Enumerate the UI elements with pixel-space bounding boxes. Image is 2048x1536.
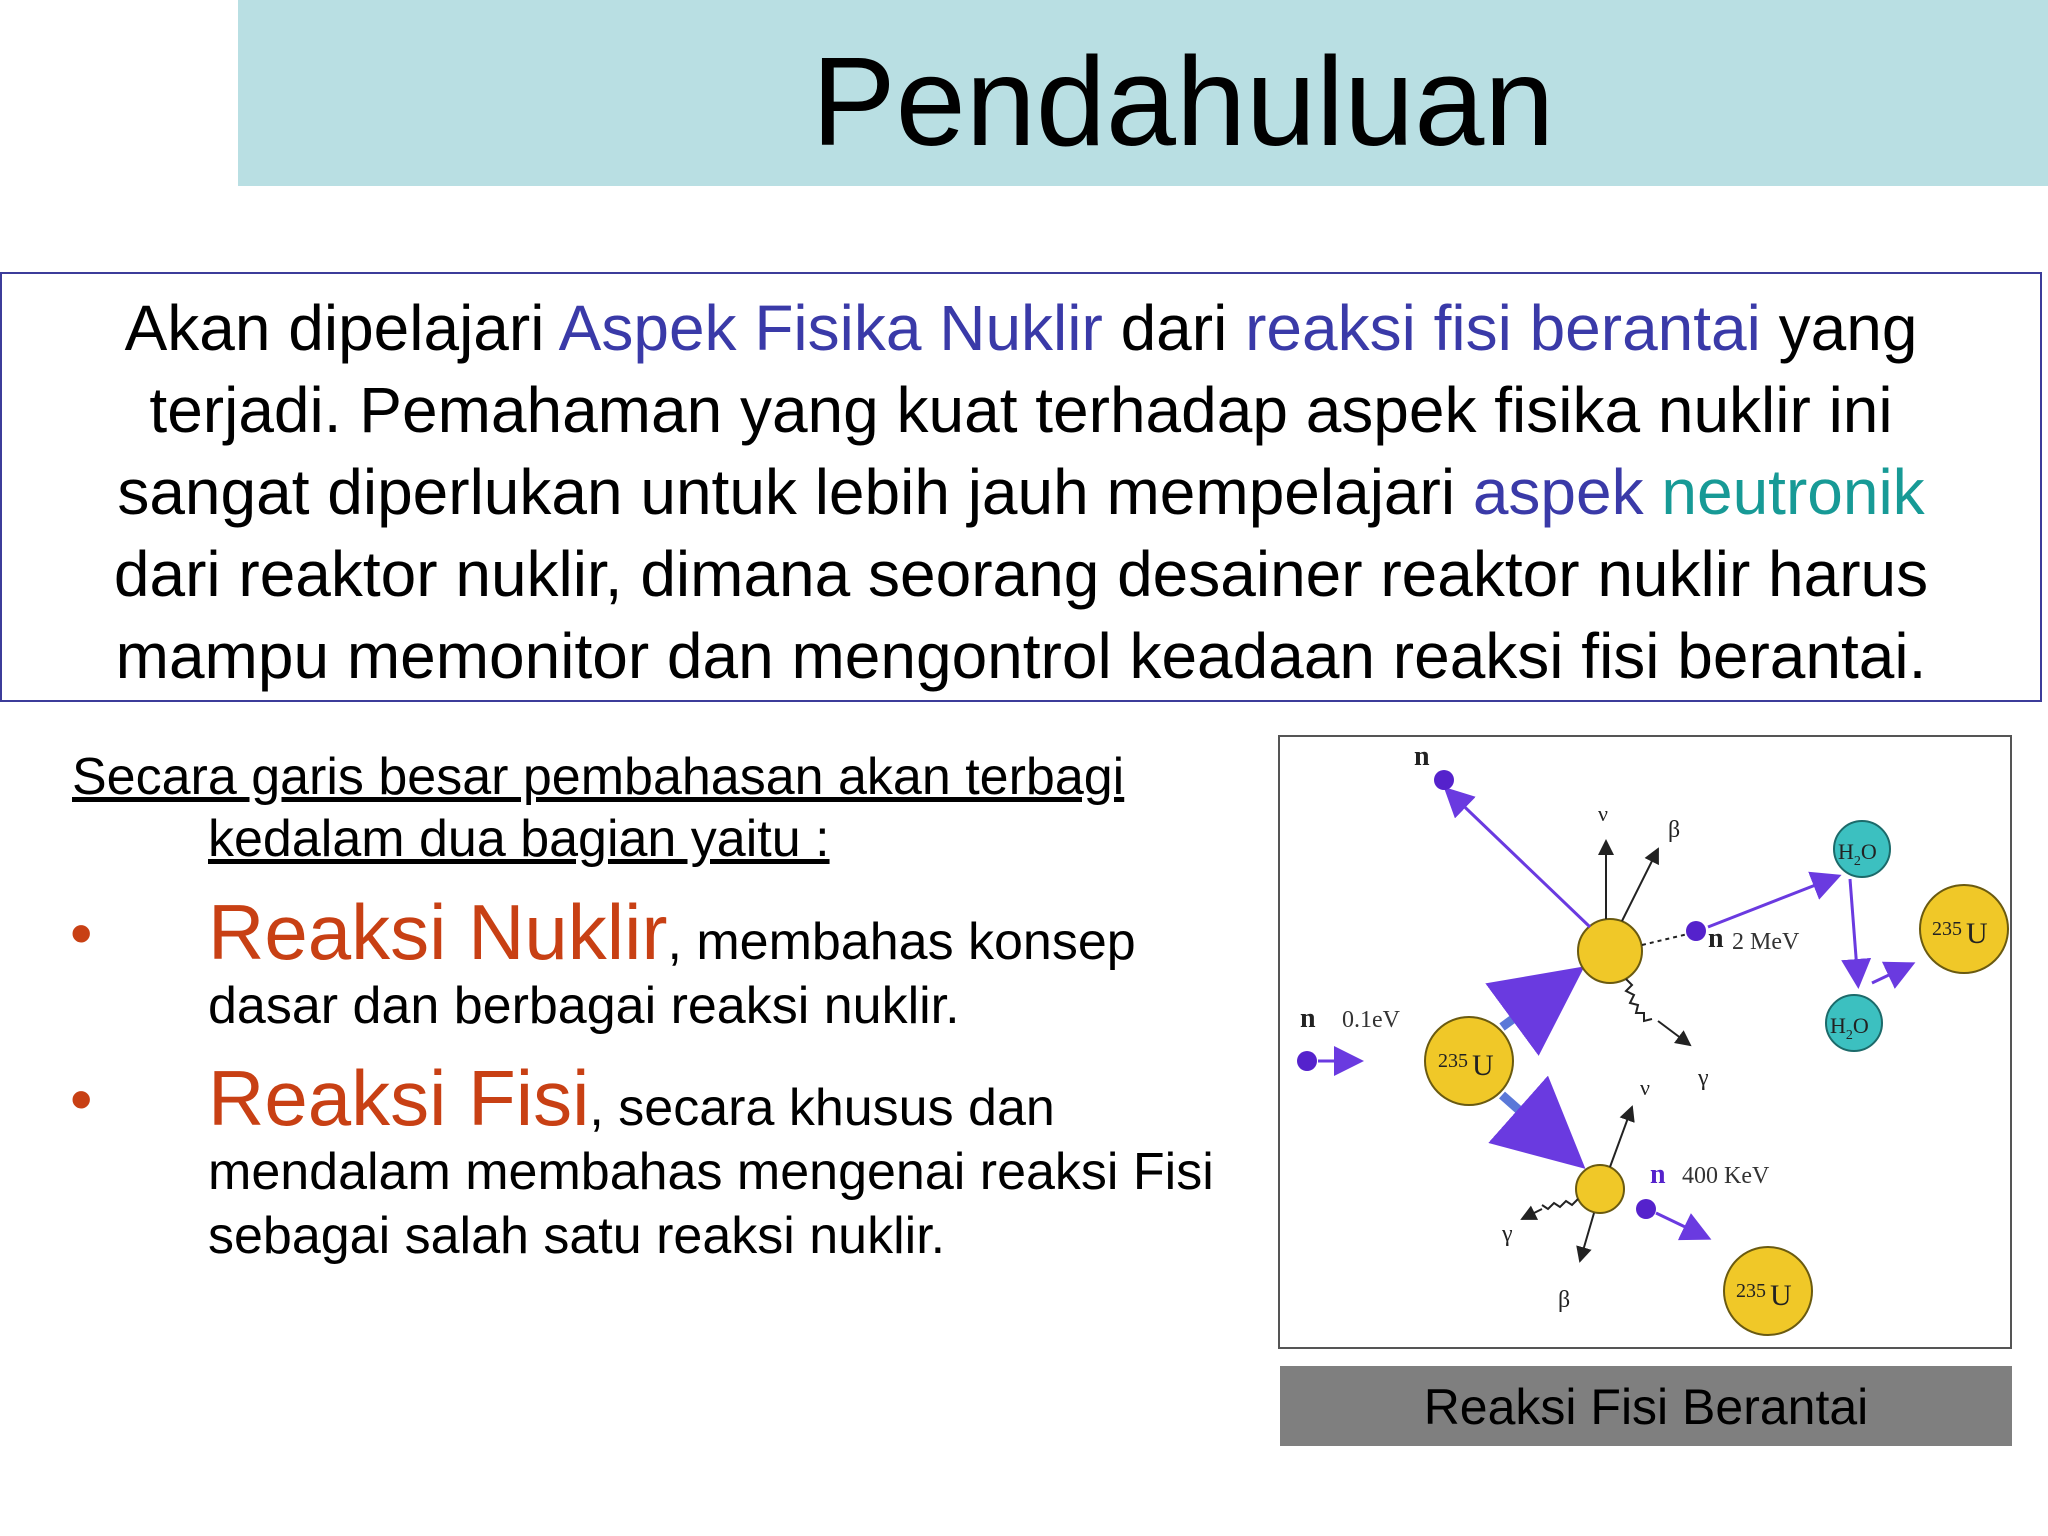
slide-title: Pendahuluan xyxy=(811,31,1555,172)
moderation-arrow-down xyxy=(1850,879,1858,983)
outline-heading-line-1: Secara garis besar pembahasan akan terbagi xyxy=(72,748,1125,806)
isotope-symbol-label: U xyxy=(1966,917,1988,950)
label-energy-incident: 0.1eV xyxy=(1342,1007,1400,1033)
label-beta-lower: β xyxy=(1558,1287,1571,1313)
intro-text-box xyxy=(0,272,2042,702)
title-band xyxy=(238,0,2048,186)
beta-arrow-lower xyxy=(1580,1213,1594,1261)
outline-heading-line-2: kedalam dua bagian yaitu : xyxy=(208,810,830,868)
label-n-top: n xyxy=(1414,741,1430,772)
intro-line-1: Akan dipelajari Aspek Fisika Nuklir dari reaksi fisi berantai yang xyxy=(124,292,1918,364)
label-nu-lower: ν xyxy=(1640,1075,1650,1100)
label-energy-mid: 400 KeV xyxy=(1682,1163,1770,1189)
emitted-neutron-path-lower xyxy=(1656,1213,1706,1237)
bullet-item-reaksi-nuklir: Reaksi Nuklir, membahas konsep dasar dan berbagai reaksi nuklir. xyxy=(208,888,1136,1035)
label-gamma-lower: γ xyxy=(1502,1221,1513,1247)
isotope-symbol-label: U xyxy=(1472,1049,1494,1082)
gamma-arrow-lower xyxy=(1522,1209,1542,1219)
water-label-lower: $H_2O$ xyxy=(1830,1013,1869,1043)
water-label-upper: $H_2O$ xyxy=(1838,839,1877,869)
emitted-neutron-lower xyxy=(1636,1199,1656,1219)
isotope-mass-label: 235 xyxy=(1932,918,1962,940)
gamma-arrow-upper xyxy=(1658,1021,1690,1045)
label-n-incident: n xyxy=(1300,1003,1316,1034)
intro-line-2: terjadi. Pemahaman yang kuat terhadap aspek fisika nuklir ini xyxy=(149,374,1893,446)
fission-fragment-upper xyxy=(1578,919,1642,983)
bullet-term: Reaksi Fisi xyxy=(208,1054,590,1142)
incident-neutron xyxy=(1297,1051,1317,1071)
intro-line-4: dari reaktor nuklir, dimana seorang desainer reaktor nuklir harus xyxy=(113,538,1929,610)
highlight-aspek-fisika-nuklir: Aspek Fisika Nuklir xyxy=(558,292,1103,364)
dashed-link-upper xyxy=(1642,933,1692,945)
fast-neutron-path xyxy=(1708,877,1836,927)
intro-line-3: sangat diperlukan untuk lebih jauh mempelajari aspek neutronik xyxy=(117,456,1925,528)
label-n-fast: n xyxy=(1708,923,1724,954)
bullet-term: Reaksi Nuklir xyxy=(208,888,668,976)
fission-arrow-lower xyxy=(1502,1095,1572,1157)
label-beta-upper: β xyxy=(1668,817,1681,843)
gamma-wave-lower xyxy=(1542,1199,1578,1209)
diagram-caption: Reaksi Fisi Berantai xyxy=(1423,1379,1869,1435)
fission-chain-diagram xyxy=(1278,735,2012,1349)
gamma-wave-upper xyxy=(1626,979,1652,1021)
label-energy-fast: 2 MeV xyxy=(1732,929,1800,955)
emitted-neutron-path-top xyxy=(1448,791,1590,927)
outline-heading xyxy=(72,746,1242,870)
beta-arrow-upper xyxy=(1622,849,1658,921)
bullet-marker: • xyxy=(70,1063,93,1135)
label-n-mid: n xyxy=(1650,1159,1666,1190)
fission-chain-svg xyxy=(1280,737,2014,1351)
isotope-mass-label: 235 xyxy=(1438,1050,1468,1072)
bullet-item-reaksi-fisi: Reaksi Fisi, secara khusus dan mendalam membahas mengenai reaksi Fisi sebagai salah satu reaksi nuklir. xyxy=(208,1054,1214,1265)
label-gamma-upper: γ xyxy=(1698,1065,1709,1091)
highlight-neutronik: neutronik xyxy=(1661,456,1925,528)
fission-arrow-upper xyxy=(1502,977,1570,1027)
highlight-reaksi-fisi-berantai: reaksi fisi berantai xyxy=(1245,292,1761,364)
fission-fragment-lower xyxy=(1576,1165,1624,1213)
isotope-symbol-label: U xyxy=(1770,1279,1792,1312)
diagram-caption-bar xyxy=(1280,1366,2012,1446)
emitted-neutron-top xyxy=(1434,770,1454,790)
neutrino-arrow-lower xyxy=(1610,1107,1632,1167)
isotope-mass-label: 235 xyxy=(1736,1280,1766,1302)
fast-neutron xyxy=(1686,921,1706,941)
highlight-aspek: aspek xyxy=(1472,456,1644,528)
bullet-marker: • xyxy=(70,897,93,969)
thermal-neutron-arrow xyxy=(1872,965,1910,983)
label-nu-upper: ν xyxy=(1598,801,1608,826)
intro-line-5: mampu memonitor dan mengontrol keadaan reaksi fisi berantai. xyxy=(115,620,1927,692)
